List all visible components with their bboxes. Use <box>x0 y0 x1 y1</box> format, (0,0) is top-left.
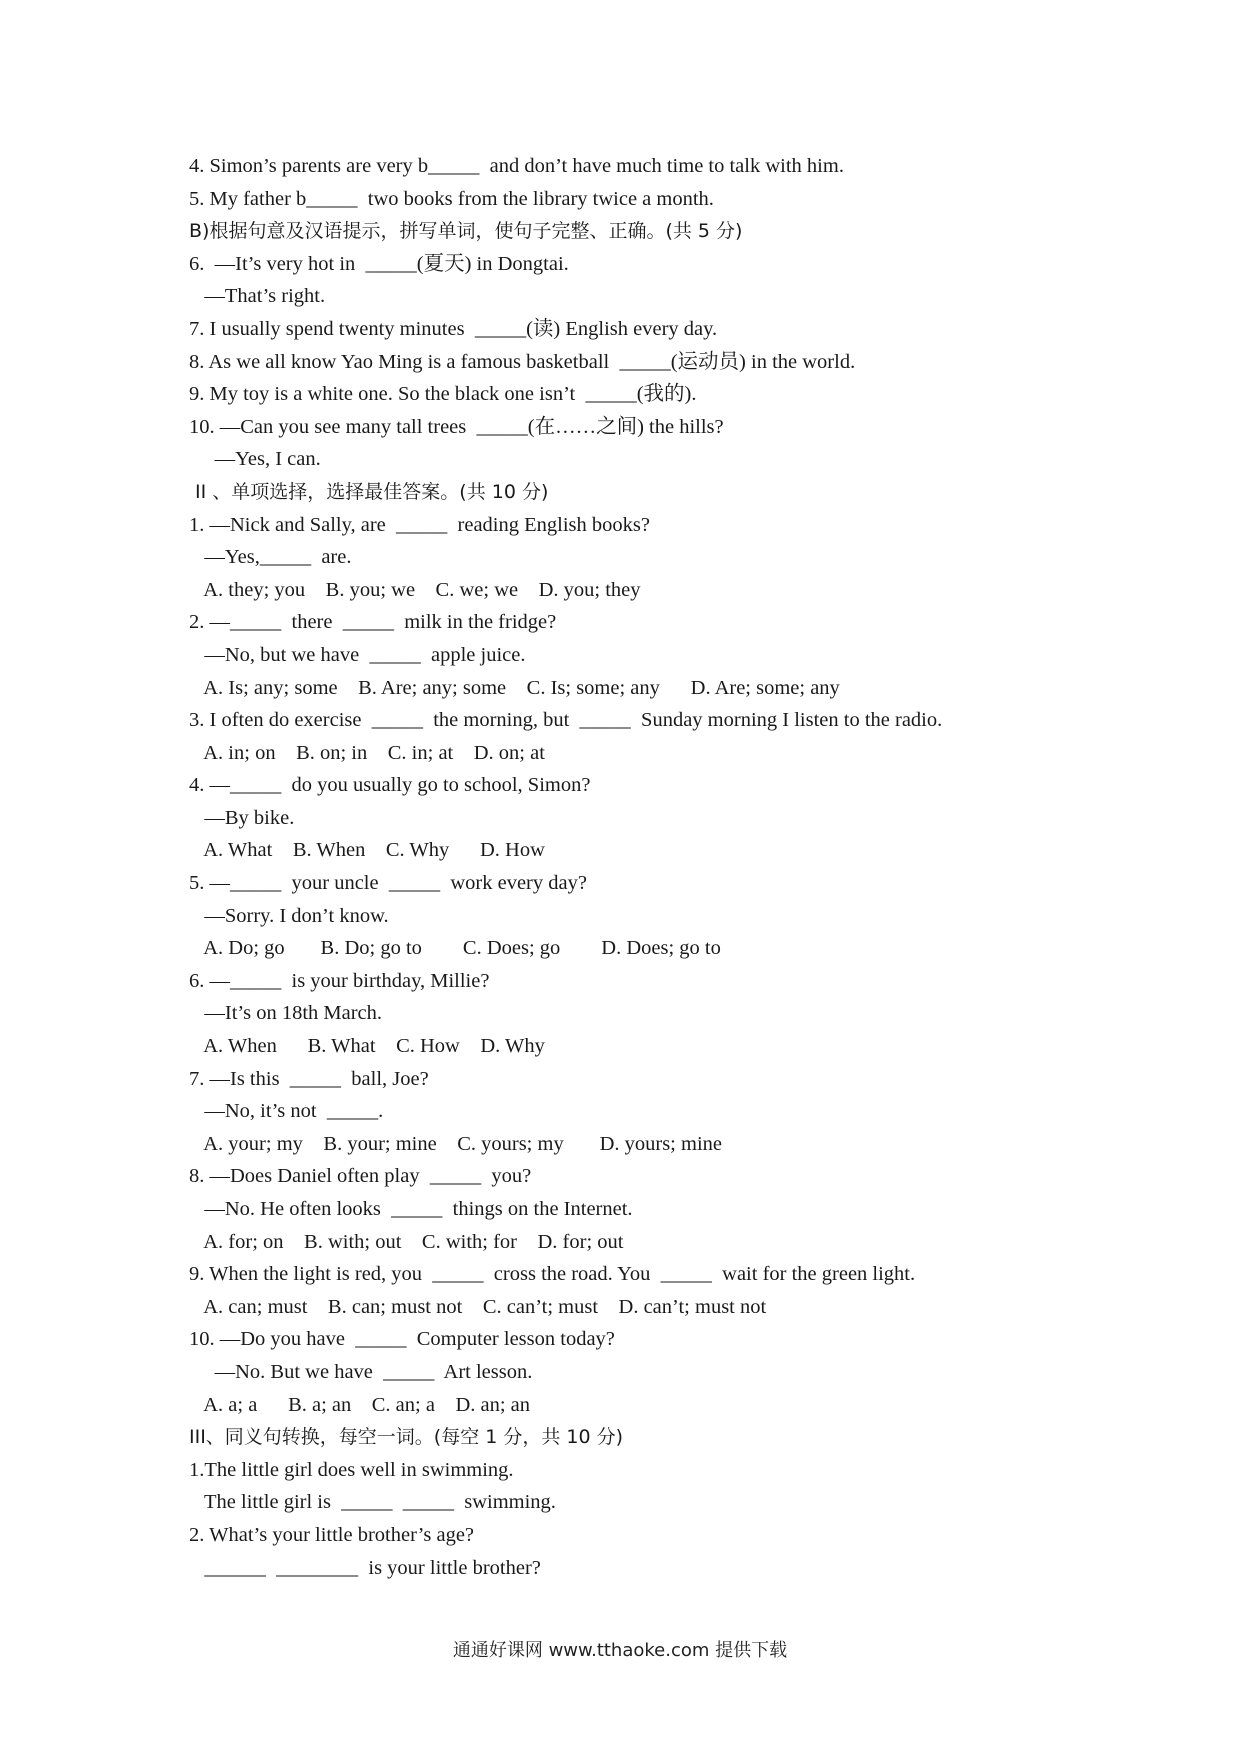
answer-line: —Yes,_____ are. <box>189 546 352 569</box>
question-line: 1.The little girl does well in swimming. <box>189 1458 514 1481</box>
answer-line: —No, but we have _____ apple juice. <box>189 643 526 666</box>
question-line: 2. What’s your little brother’s age? <box>189 1523 475 1546</box>
question-line: 6. —_____ is your birthday, Millie? <box>189 969 490 992</box>
answer-line: —Yes, I can. <box>189 448 321 471</box>
question-line: 9. My toy is a white one. So the black one isn’t _____(我的). <box>189 383 697 406</box>
section-heading: II 、单项选择，选择最佳答案。(共 10 分) <box>189 480 549 503</box>
question-line: 4. —_____ do you usually go to school, Simon? <box>189 774 591 797</box>
answer-line: —No, it’s not _____. <box>189 1100 384 1123</box>
question-line: 3. I often do exercise _____ the morning, but _____ Sunday morning I listen to the radio. <box>189 709 943 732</box>
question-line: 4. Simon’s parents are very b_____ and don’t have much time to talk with him. <box>189 155 844 177</box>
options-line: A. Is; any; some B. Are; any; some C. Is; some; any D. Are; some; any <box>189 676 840 699</box>
question-line: 8. —Does Daniel often play _____ you? <box>189 1165 532 1188</box>
options-line: A. in; on B. on; in C. in; at D. on; at <box>189 741 545 764</box>
question-line: 5. —_____ your uncle _____ work every day? <box>189 872 587 895</box>
question-line: 8. As we all know Yao Ming is a famous basketball _____(运动员) in the world. <box>189 350 856 373</box>
question-line: 9. When the light is red, you _____ cross the road. You _____ wait for the green light. <box>189 1263 916 1286</box>
options-line: A. When B. What C. How D. Why <box>189 1035 545 1058</box>
options-line: A. What B. When C. Why D. How <box>189 839 545 862</box>
question-line: 10. —Do you have _____ Computer lesson today? <box>189 1328 615 1351</box>
section-heading: III、同义句转换，每空一词。(每空 1 分，共 10 分) <box>189 1426 624 1449</box>
answer-line: —No. But we have _____ Art lesson. <box>189 1360 533 1383</box>
answer-line: —By bike. <box>189 806 295 829</box>
question-line: 7. —Is this _____ ball, Joe? <box>189 1067 429 1090</box>
options-line: A. they; you B. you; we C. we; we D. you; they <box>189 578 641 601</box>
question-line: 7. I usually spend twenty minutes _____(读) English every day. <box>189 317 718 340</box>
footer-source: 通通好课网 www.tthaoke.com 提供下载 <box>452 1640 788 1661</box>
section-heading: B)根据句意及汉语提示，拼写单词，使句子完整、正确。(共 5 分) <box>189 220 743 243</box>
options-line: A. a; a B. a; an C. an; a D. an; an <box>189 1393 531 1416</box>
question-line: 6. —It’s very hot in _____(夏天) in Dongtai. <box>189 252 569 275</box>
answer-line: —It’s on 18th March. <box>189 1002 383 1025</box>
question-line: 10. —Can you see many tall trees _____(在……之间) the hills? <box>189 415 724 438</box>
options-line: A. your; my B. your; mine C. yours; my D. yours; mine <box>189 1132 722 1155</box>
options-line: A. Do; go B. Do; go to C. Does; go D. Does; go to <box>189 937 721 960</box>
answer-line: —Sorry. I don’t know. <box>189 904 389 927</box>
question-line: 2. —_____ there _____ milk in the fridge? <box>189 611 557 634</box>
answer-line: The little girl is _____ _____ swimming. <box>189 1491 556 1514</box>
question-line: 5. My father b_____ two books from the library twice a month. <box>189 187 714 210</box>
answer-line: ______ ________ is your little brother? <box>189 1556 541 1579</box>
options-line: A. can; must B. can; must not C. can’t; must D. can’t; must not <box>189 1295 767 1318</box>
worksheet-body <box>189 150 1089 1584</box>
answer-line: —That’s right. <box>189 285 326 308</box>
options-line: A. for; on B. with; out C. with; for D. for; out <box>189 1230 624 1253</box>
question-line: 1. —Nick and Sally, are _____ reading English books? <box>189 513 650 536</box>
answer-line: —No. He often looks _____ things on the Internet. <box>189 1198 633 1220</box>
